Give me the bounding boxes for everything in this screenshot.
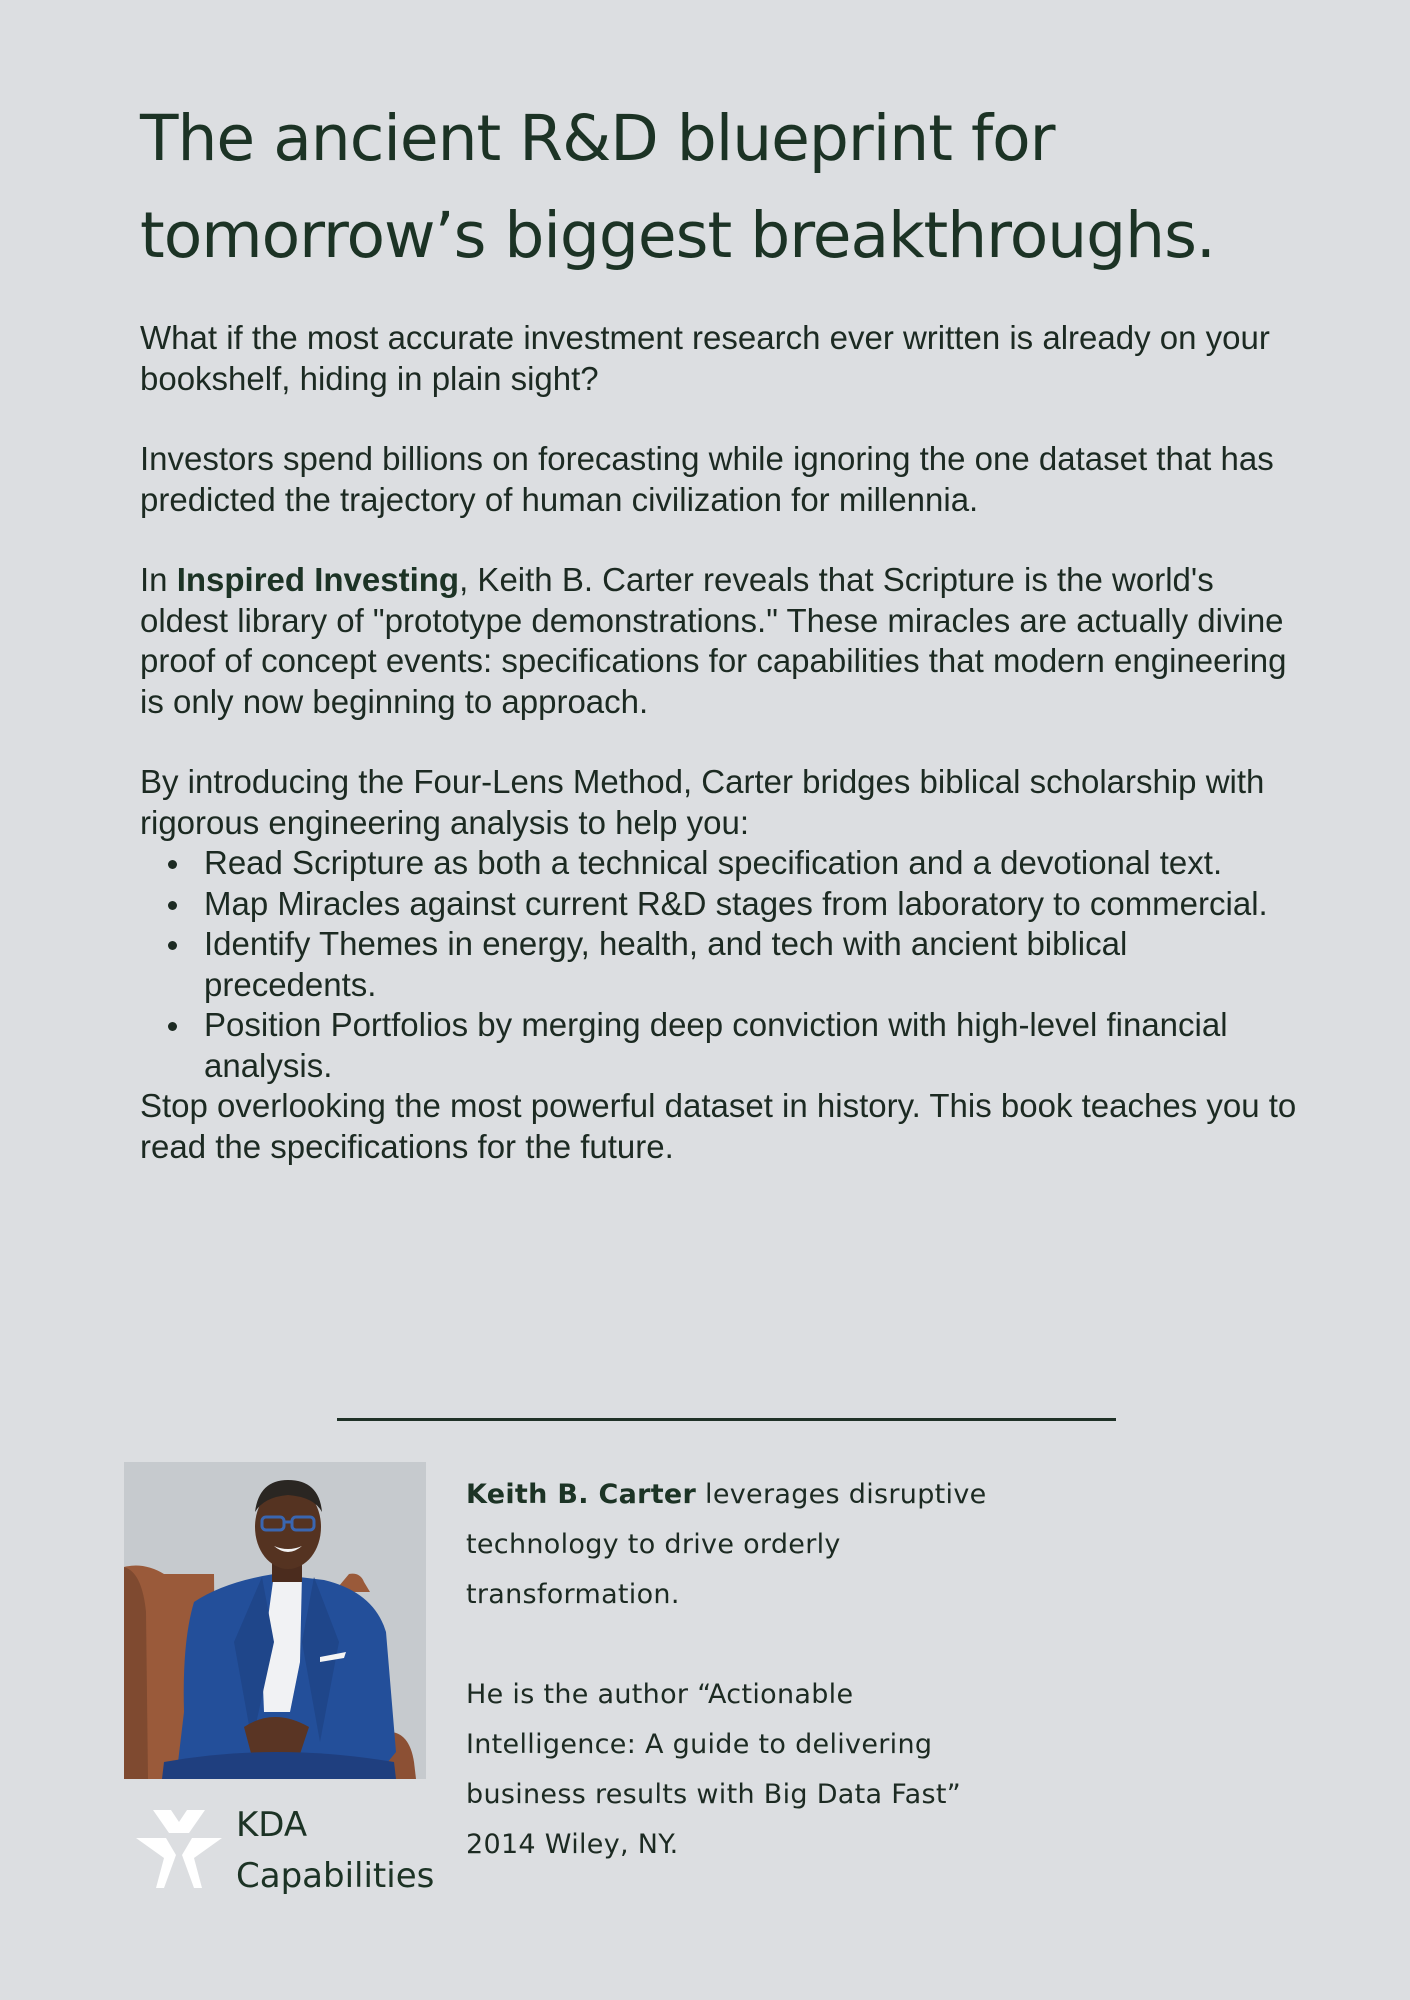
reveal-rest: , Keith B. Carter reveals that Scripture is the world's oldest library of "prototype demonstrations." These miracles are actually divine proof of concept events: specifications for capabilities that modern engineering is only now beginning to approach.	[140, 561, 1287, 720]
bio-credentials: He is the author “Actionable Intelligence: A guide to delivering business results with Big Data Fast” 2014 Wiley, NY.	[466, 1679, 961, 1860]
book-title: Inspired Investing	[176, 561, 460, 598]
list-item	[140, 884, 1300, 925]
list-item	[140, 924, 1300, 1005]
intro-paragraph: What if the most accurate investment research ever written is already on your bookshelf, hiding in plain sight?	[140, 319, 1270, 397]
bullet-icon	[168, 901, 177, 910]
bullet-icon	[168, 860, 177, 869]
problem-paragraph: Investors spend billions on forecasting while ignoring the one dataset that has predicted the trajectory of human civilization for millennia.	[140, 440, 1274, 518]
benefits-list	[140, 843, 1300, 1086]
author-bio	[466, 1470, 1026, 1920]
brand-logo	[136, 1800, 436, 1900]
list-item-text: Read Scripture as both a technical specification and a devotional text.	[204, 844, 1223, 881]
kda-logo-icon	[136, 1810, 222, 1888]
title-line-2: tomorrow’s biggest breakthroughs.	[140, 199, 1215, 272]
author-tagline: leverages disruptive technology to drive orderly transformation.	[466, 1479, 987, 1610]
author-photo	[124, 1462, 426, 1779]
reveal-paragraph	[140, 560, 1300, 722]
author-portrait-icon	[124, 1462, 426, 1779]
bullet-icon	[168, 941, 177, 950]
list-item-text: Position Portfolios by merging deep conviction with high-level financial analysis.	[204, 1006, 1228, 1084]
section-divider	[337, 1418, 1116, 1421]
brand-name	[236, 1800, 434, 1902]
reveal-prefix: In	[140, 561, 177, 598]
description	[140, 318, 1300, 1167]
brand-name-line-1: KDA	[236, 1805, 308, 1845]
list-item	[140, 1005, 1300, 1086]
list-item-text: Map Miracles against current R&D stages from laboratory to commercial.	[204, 884, 1268, 922]
closing-paragraph: Stop overlooking the most powerful dataset in history. This book teaches you to read the specifications for the future.	[140, 1087, 1297, 1165]
page-title	[140, 90, 1320, 284]
title-line-1: The ancient R&D blueprint for	[140, 102, 1055, 175]
bio-summary	[466, 1470, 1026, 1620]
list-item-text: Identify Themes in energy, health, and tech with ancient biblical precedents.	[204, 925, 1128, 1003]
method-intro: By introducing the Four-Lens Method, Carter bridges biblical scholarship with rigorous engineering analysis to help you:	[140, 763, 1265, 841]
author-name: Keith B. Carter	[466, 1479, 697, 1510]
bullet-icon	[168, 1022, 177, 1031]
list-item	[140, 843, 1300, 884]
brand-name-line-2: Capabilities	[236, 1856, 435, 1896]
